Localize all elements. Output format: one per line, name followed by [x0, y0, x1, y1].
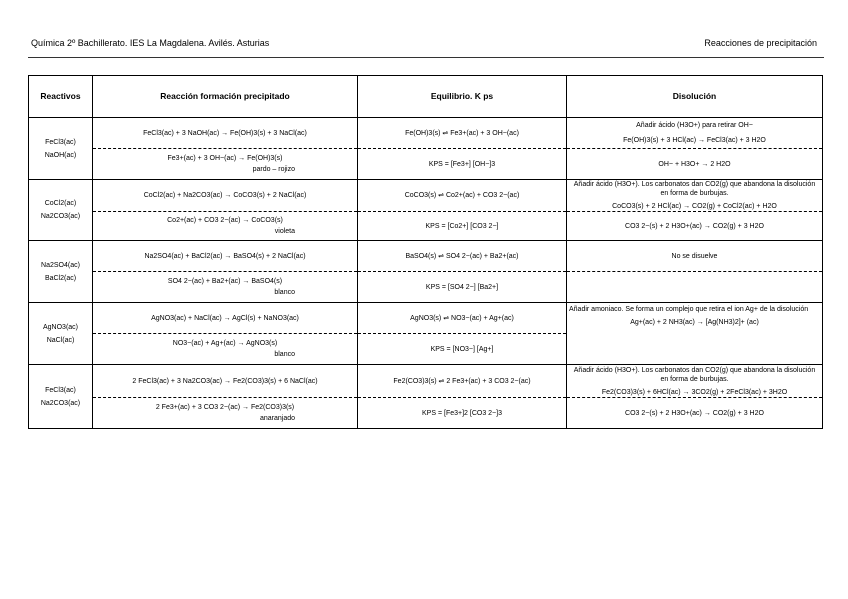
col-header-reaccion: Reacción formación precipitado [93, 76, 358, 118]
reactivos-cell [29, 303, 93, 365]
table-row [29, 303, 823, 334]
reaccion-ionica [93, 334, 358, 365]
disolucion-text: Añadir ácido (H3O+) para retirar OH− [636, 122, 753, 129]
disolucion-metodo [567, 365, 823, 398]
table-row [29, 365, 823, 398]
disolucion-text: Añadir ácido (H3O+). Los carbonatos dan CO2(g) que abandona la disolución en forma de burbujas. [573, 366, 816, 383]
precipitate-color: blanco [274, 351, 295, 358]
disolucion-ionica [567, 272, 823, 303]
kps: KPS = [Fe3+] [OH−]3 [358, 149, 567, 180]
disolucion-metodo [567, 303, 823, 365]
equilibrio: Fe2(CO3)3(s) ⇌ 2 Fe3+(ac) + 3 CO3 2−(ac) [358, 365, 567, 398]
reaccion-molecular: FeCl3(ac) + 3 NaOH(ac) → Fe(OH)3(s) + 3 NaCl(ac) [93, 118, 358, 149]
page-header-right: Reacciones de precipitación [704, 38, 817, 48]
disolucion-text: Añadir amoniaco. Se forma un complejo que retira el ion Ag+ de la disolución [569, 306, 809, 313]
page-header-left: Química 2º Bachillerato. IES La Magdalena. Avilés. Asturias [31, 38, 270, 48]
reactivo: CoCl2(ac) [44, 200, 77, 207]
equilibrio: CoCO3(s) ⇌ Co2+(ac) + CO3 2−(ac) [358, 180, 567, 212]
equilibrio: BaSO4(s) ⇌ SO4 2−(ac) + Ba2+(ac) [358, 241, 567, 272]
kps: KPS = [NO3−] [Ag+] [358, 334, 567, 365]
table-row [29, 149, 823, 180]
disolucion-reaccion: Ag+(ac) + 2 NH3(ac) → [Ag(NH3)2]+ (ac) [630, 319, 759, 326]
reaccion-ionica [93, 212, 358, 241]
reactivo: Na2CO3(ac) [40, 213, 81, 220]
reaccion-ionica-text: SO4 2−(ac) + Ba2+(ac) → BaSO4(s) [167, 278, 283, 285]
equilibrio: AgNO3(s) ⇌ NO3−(ac) + Ag+(ac) [358, 303, 567, 334]
header-divider [28, 57, 824, 58]
disolucion-ionica: CO3 2−(s) + 2 H3O+(ac) → CO2(g) + 3 H2O [567, 398, 823, 429]
table-header-row [29, 76, 823, 118]
reactivo: Na2SO4(ac) [41, 261, 80, 269]
col-header-equilibrio: Equilibrio. K ps [358, 76, 567, 118]
table-row [29, 212, 823, 241]
reactivo: FeCl3(ac) [45, 138, 76, 146]
reactivo: AgNO3(ac) [42, 323, 78, 331]
reactivo: Na2CO3(ac) [40, 399, 81, 407]
table-row [29, 241, 823, 272]
reaccion-molecular: 2 FeCl3(ac) + 3 Na2CO3(ac) → Fe2(CO3)3(s) + 6 NaCl(ac) [93, 365, 358, 398]
disolucion-reaccion: CoCO3(s) + 2 HCl(ac) → CO2(g) + CoCl2(ac) + H2O [612, 203, 777, 210]
reaccion-ionica-text: Co2+(ac) + CO3 2−(ac) → CoCO3(s) [167, 217, 283, 224]
kps: KPS = [Co2+] [CO3 2−] [358, 212, 567, 241]
reactivos-cell [29, 180, 93, 241]
disolucion-reaccion: Fe2(CO3)3(s) + 6HCl(ac) → 3CO2(g) + 2FeCl3(ac) + 3H2O [601, 388, 788, 396]
reactivos-cell [29, 365, 93, 429]
table-row [29, 398, 823, 429]
precipitation-table [28, 75, 823, 429]
disolucion-reaccion: Fe(OH)3(s) + 3 HCl(ac) → FeCl3(ac) + 3 H2O [623, 137, 766, 144]
col-header-disolucion: Disolución [567, 76, 823, 118]
table-row [29, 118, 823, 149]
reaccion-ionica-text: 2 Fe3+(ac) + 3 CO3 2−(ac) → Fe2(CO3)3(s) [155, 404, 295, 411]
reaccion-ionica-text: Fe3+(ac) + 3 OH−(ac) → Fe(OH)3(s) [167, 155, 283, 162]
disolucion-metodo [567, 118, 823, 149]
reactivo: BaCl2(ac) [44, 274, 77, 282]
col-header-reactivos: Reactivos [29, 76, 93, 118]
precipitate-color: blanco [274, 289, 295, 296]
precipitate-color: pardo – rojizo [252, 166, 295, 173]
kps: KPS = [Fe3+]2 [CO3 2−]3 [358, 398, 567, 429]
table-row [29, 180, 823, 212]
disolucion-text: Añadir ácido (H3O+). Los carbonatos dan CO2(g) que abandona la disolución en forma de burbujas. [573, 181, 816, 197]
reaccion-molecular: Na2SO4(ac) + BaCl2(ac) → BaSO4(s) + 2 NaCl(ac) [93, 241, 358, 272]
reaccion-ionica [93, 398, 358, 429]
disolucion-metodo: No se disuelve [567, 241, 823, 272]
reaccion-ionica [93, 272, 358, 303]
disolucion-metodo [567, 180, 823, 212]
reactivos-cell [29, 241, 93, 303]
kps: KPS = [SO4 2−] [Ba2+] [358, 272, 567, 303]
precipitate-color: anaranjado [259, 415, 295, 422]
reactivo: NaCl(ac) [46, 336, 75, 344]
reactivos-cell [29, 118, 93, 180]
reactivo: FeCl3(ac) [45, 386, 76, 394]
reaccion-molecular: CoCl2(ac) + Na2CO3(ac) → CoCO3(s) + 2 NaCl(ac) [93, 180, 358, 212]
precipitate-color: violeta [274, 228, 295, 235]
disolucion-ionica: CO3 2−(s) + 2 H3O+(ac) → CO2(g) + 3 H2O [567, 212, 823, 241]
reaccion-ionica [93, 149, 358, 180]
equilibrio: Fe(OH)3(s) ⇌ Fe3+(ac) + 3 OH−(ac) [358, 118, 567, 149]
reaccion-molecular: AgNO3(ac) + NaCl(ac) → AgCl(s) + NaNO3(ac) [93, 303, 358, 334]
reactivo: NaOH(ac) [44, 151, 77, 159]
disolucion-ionica: OH− + H3O+ → 2 H2O [567, 149, 823, 180]
table-row [29, 272, 823, 303]
reaccion-ionica-text: NO3−(ac) + Ag+(ac) → AgNO3(s) [172, 340, 278, 347]
